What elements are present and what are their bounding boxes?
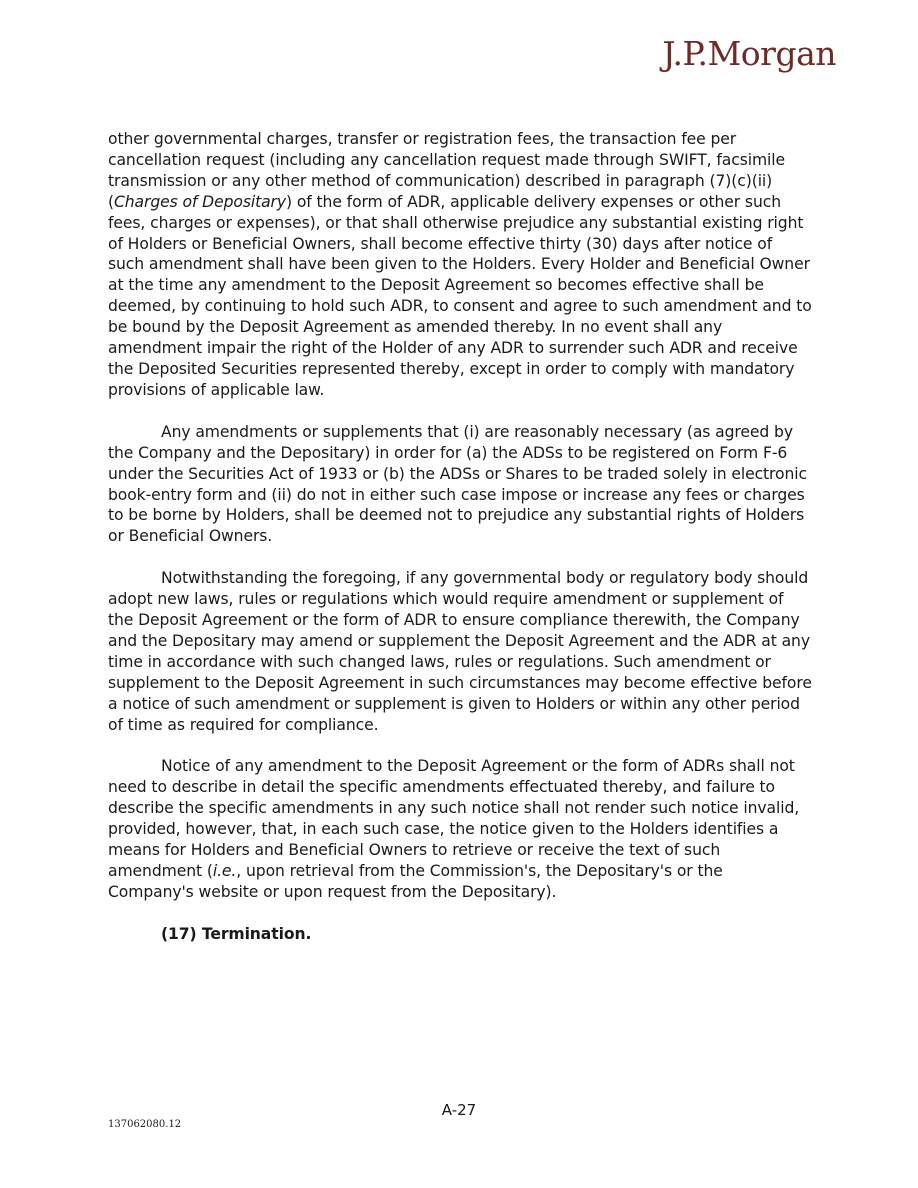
document-body [108, 129, 812, 945]
italic-term: i.e. [212, 862, 237, 880]
paragraph-amendment-continuation [108, 129, 812, 401]
section-heading-termination: (17) Termination. [161, 924, 312, 943]
paragraph-text: ) of the form of ADR, applicable delivery expenses or other such fees, charges or expenses), or that shall otherwise prejudice any substantial existing right of Holders or Beneficial Owners, shall become effective thirty (30) days after notice of such amendment shall have been given to the Holders. Every Holder and Beneficial Owner at the time any amendment to the Deposit Agreement so becomes effective shall be deemed, by continuing to hold such ADR, to consent and agree to such amendment and to be bound by the Deposit Agreement as amended thereby. In no event shall any amendment impair the right of the Holder of any ADR to surrender such ADR and receive the Deposited Securities represented thereby, except in order to comply with mandatory provisions of applicable law. [108, 192, 812, 399]
paragraph-text: , upon retrieval from the Commission's, the Depositary's or the Company's website or upon request from the Depositary). [108, 862, 723, 901]
paragraph-text: Notice of any amendment to the Deposit Agreement or the form of ADRs shall not need to describe in detail the specific amendments effectuated thereby, and failure to describe the specific amendments in any such notice shall not render such notice invalid, provided, however, that, in each such case, the notice given to the Holders identifies a means for Holders and Beneficial Owners to retrieve or receive the text of such amendment ( [108, 757, 800, 880]
document-id: 137062080.12 [108, 1119, 182, 1130]
paragraph-amendments-supplements: Any amendments or supplements that (i) are reasonably necessary (as agreed by the Company and the Depositary) in order for (a) the ADSs to be registered on Form F-6 under the Securities Act of 1933 or (b) the ADSs or Shares to be traded solely in electronic book-entry form and (ii) do not in either such case impose or increase any fees or charges to be borne by Holders, shall be deemed not to prejudice any substantial rights of Holders or Beneficial Owners. [108, 422, 807, 546]
paragraph-notwithstanding: Notwithstanding the foregoing, if any governmental body or regulatory body should adopt new laws, rules or regulations which would require amendment or supplement of the Deposit Agreement or the form of ADR to ensure compliance therewith, the Company and the Depositary may amend or supplement the Deposit Agreement and the ADR at any time in accordance with such changed laws, rules or regulations. Such amendment or supplement to the Deposit Agreement in such circumstances may become effective before a notice of such amendment or supplement is given to Holders or within any other period of time as required for compliance. [108, 569, 812, 734]
jpmorgan-logo: J.P.Morgan [662, 34, 836, 73]
italic-term: Charges of Depositary [113, 192, 286, 211]
paragraph-text: other governmental charges, transfer or registration fees, the transaction fee per cancellation request (including any cancellation request made through SWIFT, facsimile transmission or any other method of communication) described in paragraph (7)(c)(ii) ( [108, 130, 785, 211]
page-number: A-27 [441, 1101, 477, 1119]
paragraph-notice-of-amendment [108, 756, 812, 902]
